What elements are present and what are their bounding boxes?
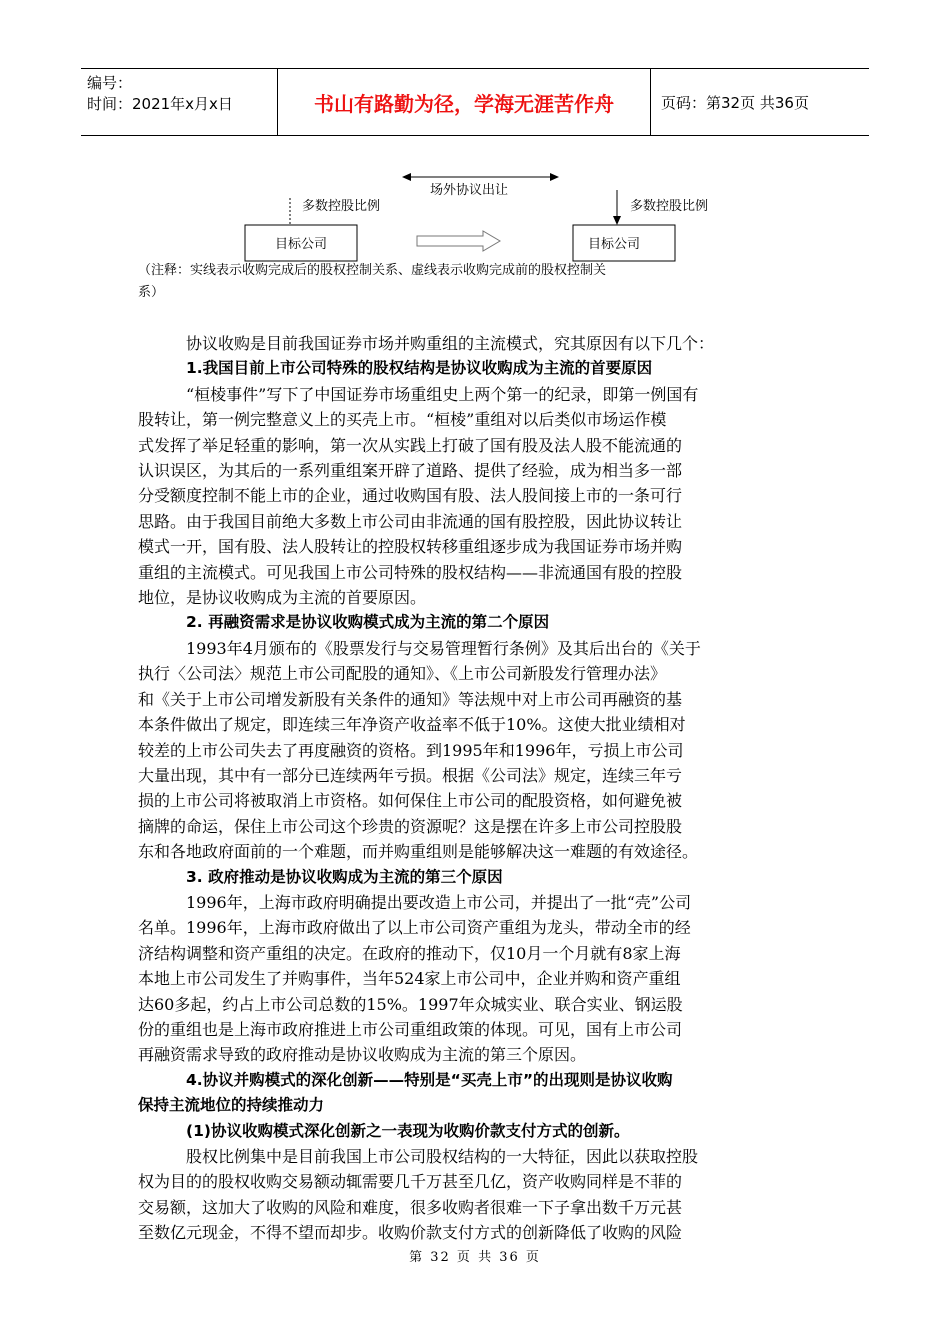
body-line: 权为目的的股权收购交易额动辄需要几千万甚至几亿，资产收购同样是不菲的	[138, 1172, 683, 1192]
body-line: 模式一开，国有股、法人股转让的控股权转移重组逐步成为我国证券市场并购	[138, 537, 683, 557]
body-line: 地位，是协议收购成为主流的首要原因。	[138, 588, 427, 608]
section-heading: 2. 再融资需求是协议收购模式成为主流的第二个原因	[186, 613, 550, 632]
body-line: 执行〈公司法〉规范上市公司配股的通知》、《上市公司新股发行管理办法》	[138, 664, 667, 684]
page-footer: 第 32 页 共 36 页	[409, 1250, 541, 1265]
body-line: 较差的上市公司失去了再度融资的资格。到1995年和1996年，亏损上市公司	[138, 740, 684, 760]
time-label: 时间：2021年x月x日	[87, 95, 233, 113]
transfer-diagram	[0, 150, 950, 270]
body-line: 济结构调整和资产重组的决定。在政府的推动下，仅10月一个月就有8家上海	[138, 943, 681, 963]
body-line: 思路。由于我国目前绝大多数上市公司由非流通的国有股控股，因此协议转让	[138, 511, 683, 531]
body-line: 本地上市公司发生了并购事件，当年524家上市公司中，企业并购和资产重组	[138, 969, 681, 989]
section-heading: (1)协议收购模式深化创新之一表现为收购价款支付方式的创新。	[186, 1121, 630, 1140]
diagram-note	[138, 260, 818, 304]
diagram-right-ratio: 多数控股比例	[630, 199, 709, 214]
diagram-left-ratio: 多数控股比例	[302, 199, 381, 214]
body-line: 1996年，上海市政府明确提出要改造上市公司，并提出了一批“壳”公司	[186, 892, 692, 912]
body-line: 达60多起，约占上市公司总数的15%。1997年众城实业、联合实业、钢运股	[138, 994, 683, 1014]
body-line: 股转让，第一例完整意义上的买壳上市。“桓棱”重组对以后类似市场运作模	[138, 410, 667, 430]
body-line: 分受额度控制不能上市的企业，通过收购国有股、法人股间接上市的一条可行	[138, 486, 683, 506]
body-line: 重组的主流模式。可见我国上市公司特殊的股权结构——非流通国有股的控股	[138, 562, 683, 582]
body-line: 交易额，这加大了收购的风险和难度，很多收购者很难一下子拿出数千万元甚	[138, 1197, 683, 1217]
body-text	[138, 331, 818, 1246]
body-line: 份的重组也是上海市政府推进上市公司重组政策的体现。可见，国有上市公司	[138, 1019, 683, 1039]
page-header	[81, 68, 869, 136]
note-line: 系）	[138, 285, 165, 300]
body-line: 本条件做出了规定，即连续三年净资产收益率不低于10%。这使大批业绩相对	[138, 715, 686, 735]
header-left-cell	[81, 69, 277, 135]
body-line: 协议收购是目前我国证券市场并购重组的主流模式，究其原因有以下几个：	[186, 334, 715, 353]
body-line: 至数亿元现金，不得不望而却步。收购价款支付方式的创新降低了收购的风险	[138, 1223, 683, 1243]
body-line: 损的上市公司将被取消上市资格。如何保住上市公司的配股资格，如何避免被	[138, 791, 683, 811]
body-line: 大量出现，其中有一部分已连续两年亏损。根据《公司法》规定，连续三年亏	[138, 765, 683, 785]
body-line: 摘牌的命运，保住上市公司这个珍贵的资源呢？这是摆在许多上市公司控股股	[138, 816, 683, 836]
body-line: 名单。1996年，上海市政府做出了以上市公司资产重组为龙头，带动全市的经	[138, 918, 691, 938]
section-heading: 3. 政府推动是协议收购成为主流的第三个原因	[186, 867, 503, 886]
body-line: 东和各地政府面前的一个难题，而并购重组则是能够解决这一难题的有效途径。	[138, 842, 699, 862]
body-line: 认识误区，为其后的一系列重组案开辟了道路、提供了经验，成为相当多一部	[138, 461, 683, 481]
section-heading: 4.协议并购模式的深化创新——特别是“买壳上市”的出现则是协议收购	[186, 1070, 673, 1089]
header-motto: 书山有路勤为径，学海无涯苦作舟	[277, 69, 651, 135]
block-arrow	[417, 231, 500, 251]
body-line: 式发挥了举足轻重的影响，第一次从实践上打破了国有股及法人股不能流通的	[138, 435, 683, 455]
body-line: “桓棱事件”写下了中国证券市场重组史上两个第一的纪录，即第一例国有	[186, 384, 699, 404]
body-line: 再融资需求导致的政府推动是协议收购成为主流的第三个原因。	[138, 1045, 587, 1065]
diagram-top-label: 场外协议出让	[430, 183, 509, 198]
section-heading: 1.我国目前上市公司特殊的股权结构是协议收购成为主流的首要原因	[186, 359, 653, 378]
body-line: 股权比例集中是目前我国上市公司股权结构的一大特征，因此以获取控股	[186, 1147, 699, 1166]
number-label: 编号：	[87, 74, 133, 92]
body-line: 和《关于上市公司增发新股有关条件的通知》等法规中对上市公司再融资的基	[138, 689, 683, 709]
header-page-label: 页码：第32页 共36页	[661, 93, 809, 112]
body-line: 1993年4月颁布的《股票发行与交易管理暂行条例》及其后出台的《关于	[186, 638, 701, 658]
left-company-label: 目标公司	[275, 237, 328, 252]
note-line: （注释：实线表示收购完成后的股权控制关系、虚线表示收购完成前的股权控制关	[138, 263, 607, 278]
section-heading: 保持主流地位的持续推动力	[138, 1096, 325, 1115]
right-company-label: 目标公司	[588, 237, 641, 252]
